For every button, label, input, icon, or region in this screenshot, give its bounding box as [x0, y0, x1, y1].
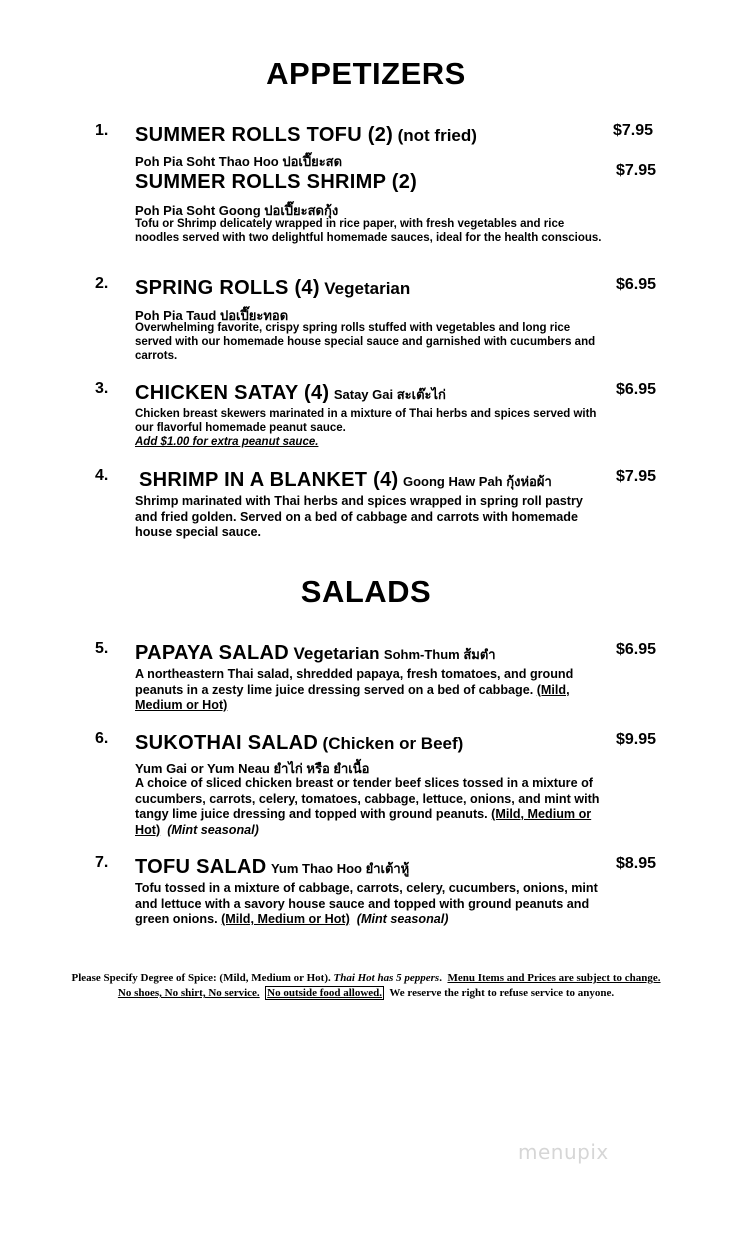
- item-price: $6.95: [616, 641, 657, 658]
- item-price: $6.95: [616, 276, 657, 293]
- item-description: Chicken breast skewers marinated in a mixture of Thai herbs and spices served with our flavorful homemade peanut sauce. Add $1.00 for extra peanut sauce.: [135, 408, 597, 448]
- item-description: Tofu tossed in a mixture of cabbage, carrots, celery, cucumbers, onions, mint and lettuce with a savory house sauce and topped with ground peanuts and green onions. (Mild, Medium or Hot) (Mint seasonal): [135, 881, 598, 926]
- item-title: SHRIMP IN A BLANKET (4) Goong Haw Pah กุ้งห่อผ้า: [139, 469, 552, 491]
- menu-item-4: [95, 467, 675, 547]
- item-thai-name: Poh Pia Soht Thao Hoo ปอเปี๊ยะสด: [135, 154, 343, 169]
- menu-footer: Please Specify Degree of Spice: (Mild, Medium or Hot). Thai Hot has 5 peppers. Menu Items and Prices are subject to change. No shoes, No shirt, No service. No outside food allowed. We reserve the right to refuse service to anyone.: [71, 972, 661, 999]
- item-number: 5.: [95, 640, 109, 657]
- mint-seasonal: (Mint seasonal): [167, 822, 259, 837]
- menu-item-7: [95, 854, 675, 934]
- item-price: $9.95: [616, 731, 657, 748]
- item-description: Shrimp marinated with Thai herbs and spices wrapped in spring roll pastry and fried golden. Served on a bed of cabbage and carrots with homemade house special sauce.: [135, 494, 583, 539]
- no-outside-food-notice: No outside food allowed.: [267, 987, 383, 999]
- item-description: A northeastern Thai salad, shredded papaya, fresh tomatoes, and ground peanuts in a zesty lime juice dressing served on a bed of cabbage. (Mild, Medium or Hot): [135, 667, 574, 712]
- item-thai-name-2: Poh Pia Soht Goong ปอเปี๊ยะสดกุ้ง: [135, 203, 339, 218]
- item-number: 4.: [95, 467, 109, 484]
- item-price-2: $7.95: [616, 162, 657, 179]
- item-price: $7.95: [616, 468, 657, 485]
- item-number: 1.: [95, 122, 109, 139]
- item-number: 3.: [95, 380, 109, 397]
- item-description: Tofu or Shrimp delicately wrapped in rice paper, with fresh vegetables and rice noodles served with two delightful homemade sauces, ideal for the health conscious.: [135, 218, 602, 244]
- item-price: $8.95: [616, 855, 657, 872]
- menu-item-1: [95, 122, 675, 262]
- menu-item-6: [95, 730, 675, 840]
- item-number: 6.: [95, 730, 109, 747]
- item-title-2: SUMMER ROLLS SHRIMP (2): [135, 171, 418, 193]
- item-description: Overwhelming favorite, crispy spring rolls stuffed with vegetables and long rice served with our homemade house special sauce and garnished with cucumbers and carrots.: [135, 322, 596, 362]
- spice-level: (Mild, Medium or Hot): [135, 807, 592, 837]
- thai-hot-note: Thai Hot has 5 peppers: [333, 972, 440, 984]
- no-shoes-notice: No shoes, No shirt, No service.: [117, 987, 260, 999]
- refuse-service-notice: We reserve the right to refuse service to anyone.: [389, 987, 615, 999]
- menu-item-5: [95, 640, 675, 720]
- item-title: SUMMER ROLLS TOFU (2) (not fried): [135, 124, 477, 146]
- item-description: A choice of sliced chicken breast or tender beef slices tossed in a mixture of cucumbers, carrots, celery, tomatoes, cabbage, lettuce, onions, and mint with tangy lime juice dressing and topped with ground peanuts. (Mild, Medium or Hot) (Mint seasonal): [135, 776, 600, 837]
- menu-item-2: [95, 275, 675, 365]
- item-price: $7.95: [613, 122, 654, 139]
- item-title: CHICKEN SATAY (4) Satay Gai สะเต๊ะไก่: [135, 382, 446, 404]
- menu-item-3: [95, 380, 675, 455]
- item-thai-name: Yum Gai or Yum Neau ยำไก่ หรือ ยำเนื้อ: [135, 761, 370, 776]
- salads-heading: SALADS: [300, 574, 432, 609]
- item-title: SPRING ROLLS (4) Vegetarian: [135, 277, 411, 299]
- spice-instructions: Please Specify Degree of Spice: (Mild, Medium or Hot).: [71, 972, 331, 984]
- spice-level: (Mild, Medium or Hot): [135, 682, 570, 712]
- item-title: SUKOTHAI SALAD (Chicken or Beef): [135, 732, 464, 754]
- watermark-logo: menupix: [518, 1140, 609, 1164]
- item-number: 7.: [95, 854, 109, 871]
- item-number: 2.: [95, 275, 109, 292]
- item-title: TOFU SALAD Yum Thao Hoo ยำเต้าหู้: [135, 856, 410, 878]
- spice-level: (Mild, Medium or Hot): [221, 912, 350, 926]
- extra-sauce-note: Add $1.00 for extra peanut sauce.: [135, 436, 319, 448]
- appetizers-heading: APPETIZERS: [266, 56, 466, 91]
- item-thai-name: Poh Pia Taud ปอเปี๊ยะทอด: [135, 308, 289, 323]
- mint-seasonal: (Mint seasonal): [356, 912, 449, 926]
- item-title: PAPAYA SALAD Vegetarian Sohm-Thum ส้มตำ: [135, 642, 496, 664]
- change-notice: Menu Items and Prices are subject to change.: [447, 972, 661, 984]
- item-price: $6.95: [616, 381, 657, 398]
